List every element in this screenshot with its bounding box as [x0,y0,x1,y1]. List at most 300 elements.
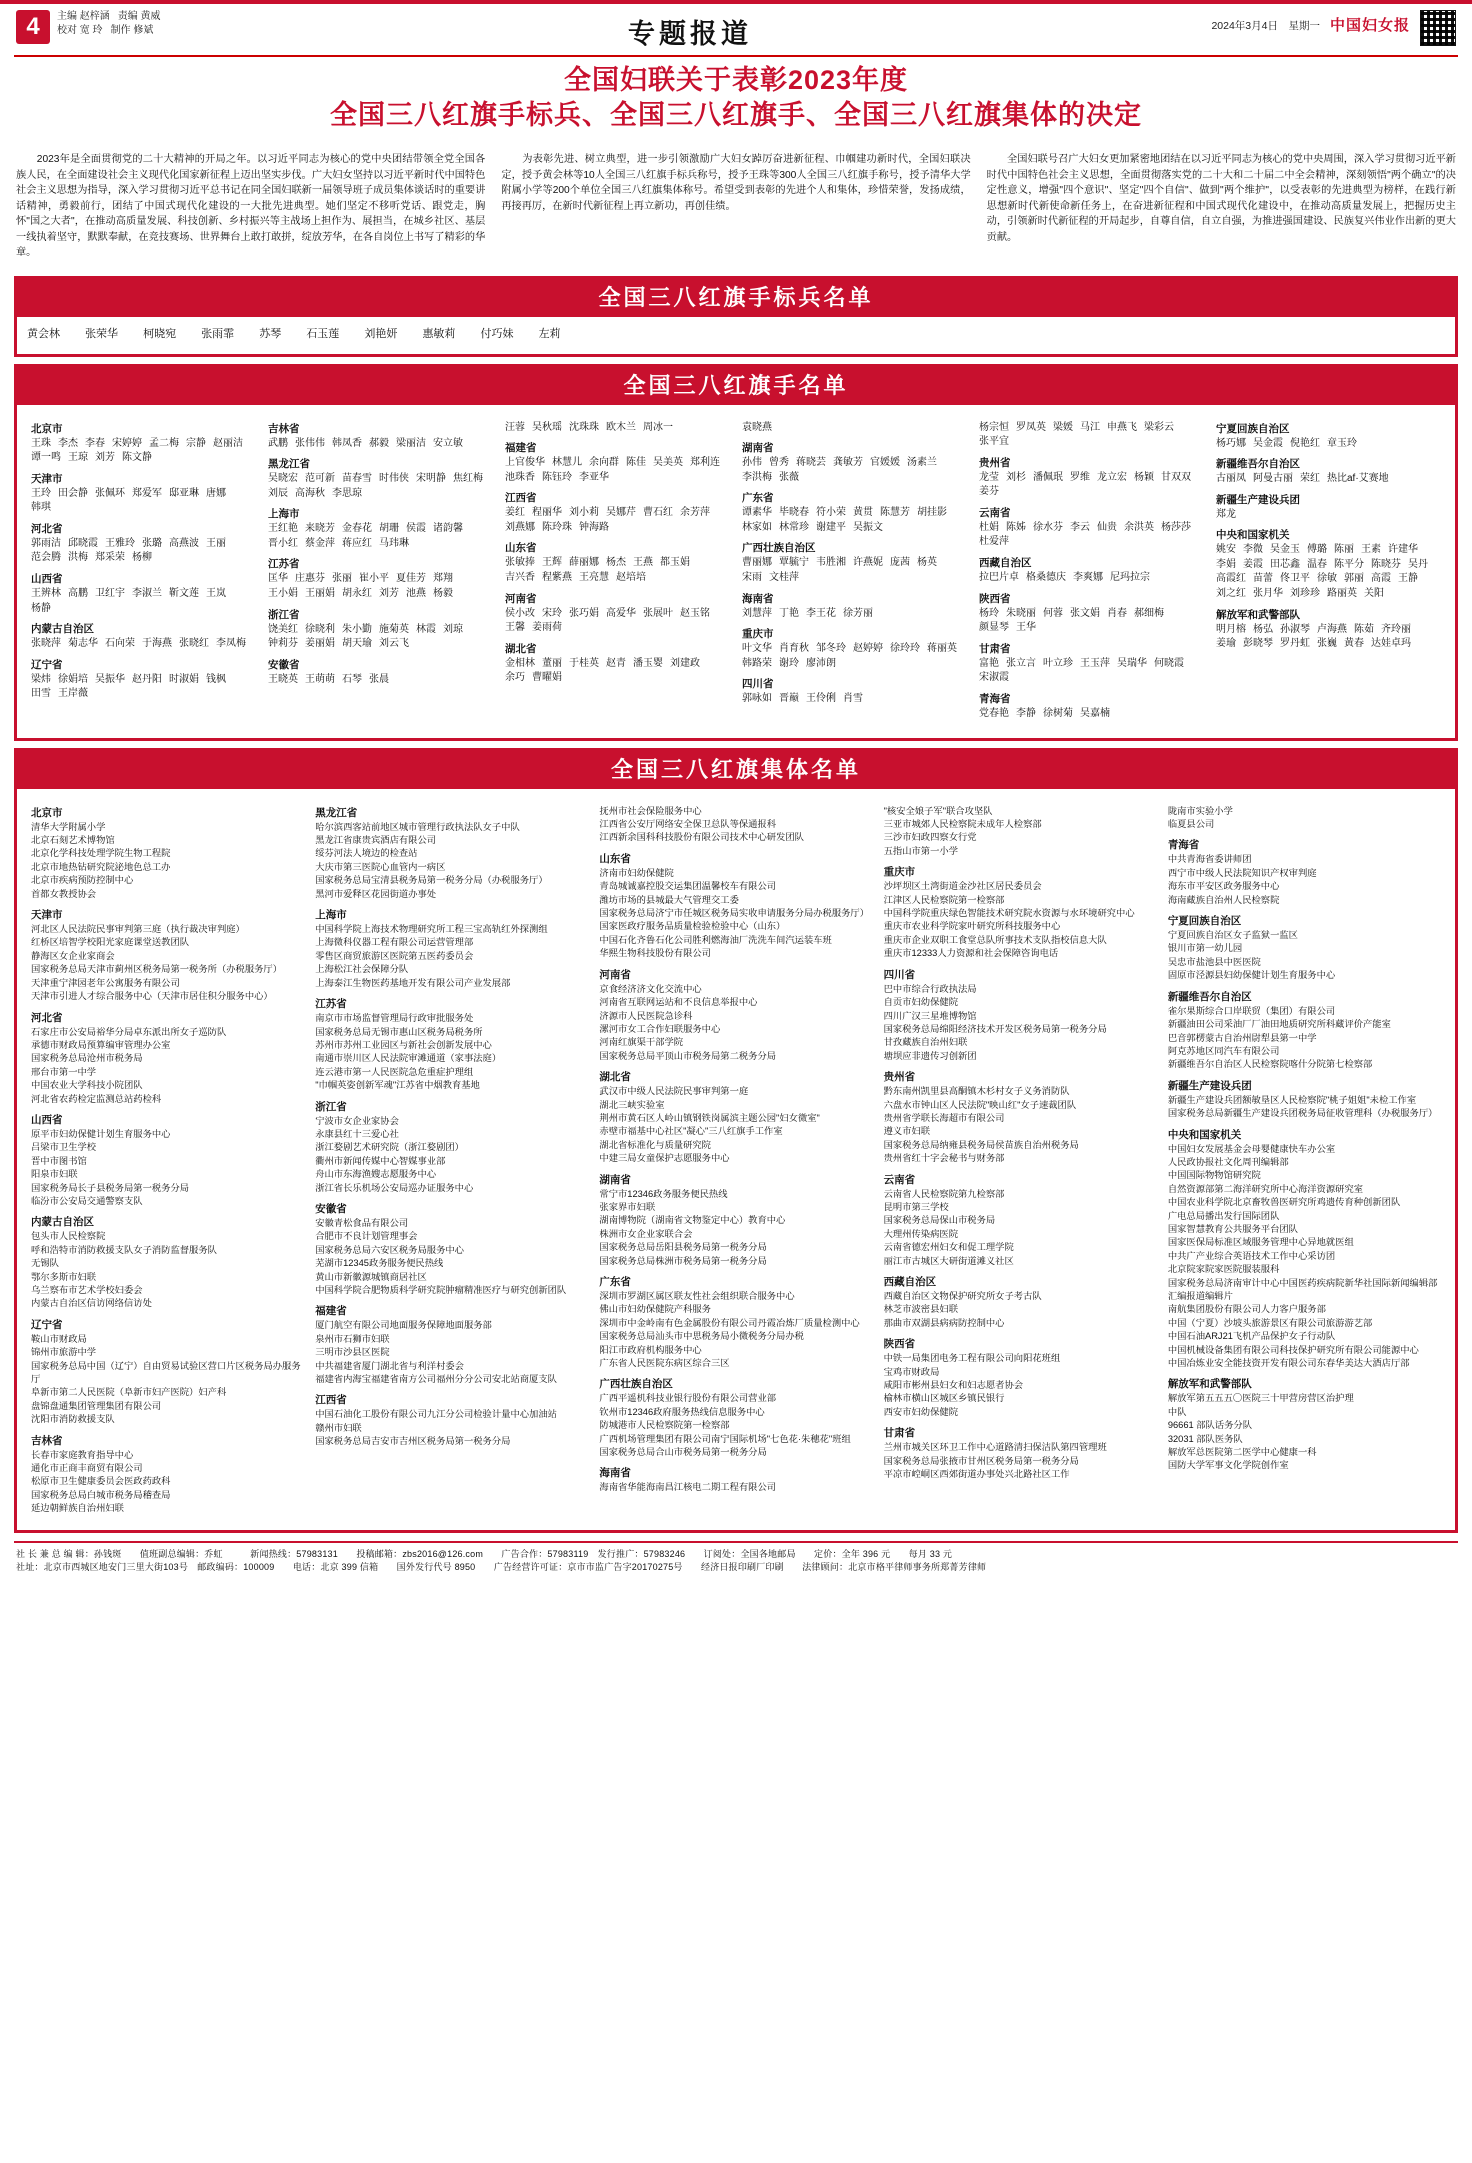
collective-item: 黄山市新徽源城镇商居社区 [315,1271,427,1282]
honoree-name: 菊志华 [68,638,98,650]
collective-item: 新疆油田公司采油厂厂油田地质研究所科藏评价产能室 [1167,1019,1391,1030]
honoree-name: 蒋丽英 [927,643,957,655]
honoree-name: 徐晓利 [305,623,335,635]
honoree-name: 汪蓉 [505,421,525,433]
collective-item: 中国机械设备集团有限公司科技保护研究所有限公司能源中心 [1167,1344,1419,1355]
collective-item: 国家税务总局岳阳县税务局第一税务分局 [599,1242,767,1253]
honoree-names [1216,508,1441,523]
province-label: 贵州省 [883,1071,916,1084]
honoree-name: 姜芬 [979,486,999,498]
honoree-name: 张薇 [779,471,799,483]
honoree-name: 拉巴片卓 [979,572,1019,584]
collective-item: 国家税务总局济南审计中心中国医药疾病院新华社国际新闻编辑部汇编报道编辑片 [1167,1277,1438,1301]
collective-item: 国家税务总局济宁市任城区税务局实收申请服务分局办税服务厅） [599,908,870,919]
honoree-name: 诸韵馨 [433,523,463,535]
honoree-name: 唐娜 [206,487,226,499]
honoree-name: 胡珊 [379,523,399,535]
honoree-name: 吴嘉楠 [1080,708,1110,720]
collective-item: 合肥市不良计划管理事会 [315,1231,418,1242]
collective-item: 济南市妇幼保健院 [599,867,674,878]
collective-item: 阿克苏地区同汽车有限公司 [1167,1045,1280,1056]
honoree-name: 王玲 [31,487,51,499]
collective-item: 平凉市崆峒区西郊街道办事处兴北路社区工作 [883,1469,1070,1480]
honoree-name: 崔小平 [359,573,389,585]
page-title [14,57,1458,143]
collective-item: 上海泰江生物医药基地开发有限公司产业发展部 [315,977,511,988]
honoree-name: 姜丽娟 [305,638,335,650]
province-label: 重庆市 [883,866,916,879]
honoree-name: 杨弘 [1253,623,1273,635]
province-label: 山东省 [505,542,537,555]
collective-item: 塘坝应非遗传习创新团 [883,1050,977,1061]
collective-item: 昆明市第三学校 [883,1201,949,1212]
footer-line-1: 社 长 兼 总 编 辑：孙钱斑 值班副总编辑：乔虹 新闻热线：57983131 投稿邮箱：zbs2016@126.com 广告合作：57983119 发行推广：57983246 订阅处：全国各地邮局 定价：全年 396 元 每月 33 元 [16,1548,953,1559]
province-label: 黑龙江省 [268,458,310,471]
honoree-name: 金春花 [342,523,372,535]
collective-item: 自贡市妇幼保健院 [883,997,958,1008]
collective-item: 云南省人民检察院第九检察部 [883,1188,1005,1199]
biaobing-name: 刘艳妍 [364,327,398,340]
honoree-name: 徐敏 [1317,573,1337,585]
honoree-name: 周冰一 [643,421,673,433]
honoree-name: 杨毅 [433,588,453,600]
province-label: 重庆市 [742,628,774,641]
honoree-name: 党春艳 [979,708,1009,720]
province-label: 天津市 [31,472,63,485]
honoree-name: 王素 [1361,544,1381,556]
honoree-name: 马玮琳 [379,537,409,549]
honoree-name: 杨杰 [606,557,626,569]
honoree-name: 石向荣 [105,638,135,650]
collective-item: 安徽青松食品有限公司 [315,1217,409,1228]
collective-item: 国防大学军事文化学院创作室 [1167,1460,1289,1471]
province-label: 云南省 [883,1173,916,1186]
honoree-name: 杜娟 [979,521,999,533]
honoree-name: 潘玉婴 [633,657,663,669]
honoree-name: 范会腾 [31,552,61,564]
honoree-name: 郑采荣 [95,552,125,564]
collective-item: 大庆市第三医院心血管内一病区 [315,861,446,872]
collective-item: 江西省公安厅网络安全保卫总队等保通报科 [599,819,777,830]
honoree-name: 马江 [1080,421,1100,433]
collective-item: 宝鸡市财政局 [883,1366,940,1377]
honoree-name: 罗维 [1070,471,1090,483]
honoree-name: 王红艳 [268,523,298,535]
honoree-name: 王燕 [633,557,653,569]
biaobing-name: 张荣华 [85,327,119,340]
collective-item: 国家税务总局保山市税务局 [883,1215,996,1226]
hongqishou-column [31,421,256,722]
collective-item: 三亚市城郊人民检察院未成年人检察部 [883,819,1042,830]
honoree-name: 刘云飞 [379,638,409,650]
honoree-name: 田芯鑫 [1270,558,1300,570]
province-label: 上海市 [268,508,300,521]
honoree-name: 谢玲 [779,657,799,669]
honoree-name: 赵青 [606,657,626,669]
honoree-name: 颜显琴 [979,622,1009,634]
collective-item: 华熙生物科技股份有限公司 [599,948,711,959]
collective-item: 中国妇女发展基金会母婴健康快车办公室 [1167,1143,1336,1154]
honoree-name: 董丽 [542,657,562,669]
collective-item: 固原市泾源县妇幼保健计划生育服务中心 [1167,970,1336,981]
honoree-name: 汤素兰 [907,457,937,469]
province-label: 江西省 [315,1394,347,1407]
honoree-name: 余洪英 [1124,521,1154,533]
collective-item: 承德市财政局预算编审管理办公室 [31,1039,171,1050]
honoree-name: 刘芳 [95,452,115,464]
honoree-name: 苗蕾 [1253,573,1273,585]
province-label: 贵州省 [979,456,1011,469]
honoree-name: 张晓红 [179,638,209,650]
honoree-name: 梁彩云 [1144,421,1174,433]
collective-item: 邢台市第一中学 [31,1066,97,1077]
collective-item: 呼和浩特市消防救援支队女子消防监督服务队 [31,1244,217,1255]
honoree-names [1216,623,1441,652]
province-label: 湖南省 [599,1173,631,1186]
honoree-name: 曹石红 [643,507,673,519]
province-label: 海南省 [742,592,774,605]
honoree-name: 晋小红 [268,537,298,549]
honoree-name: 杨柳 [132,552,152,564]
honoree-name: 叶立珍 [1043,657,1073,669]
collective-item: 西藏自治区文物保护研究所女子考古队 [883,1291,1042,1301]
honoree-name: 热比af·艾赛地 [1327,473,1389,485]
collective-item: 中共福建省厦门湖北省与利洋村委会 [315,1360,464,1371]
honoree-name: 姜瑜 [1216,638,1236,650]
collective-item: 长春市家庭教育指导中心 [31,1449,134,1460]
honoree-name: 王丽娟 [305,588,335,600]
collective-column [315,805,588,1516]
collective-item: 中国科学院合肥物质科学研究院肿瘤精准医疗与研究创新团队 [315,1285,567,1295]
province-label: 内蒙古自治区 [31,1216,94,1229]
collective-item: 漯河市女工合作妇联服务中心 [599,1023,721,1034]
honoree-names [505,556,730,585]
province-label: 山西省 [31,573,63,586]
honoree-names [268,572,493,601]
collective-item: 海东市平安区政务服务中心 [1167,881,1280,892]
collective-item: 吕梁市卫生学校 [31,1142,97,1153]
province-label: 吉林省 [268,422,300,435]
province-label: 新疆生产建设兵团 [1167,1079,1252,1092]
province-label: 广西壮族自治区 [599,1378,673,1391]
collective-item: 北京市地热钻研究院泌地色总工办 [31,861,171,872]
collective-item: 绥芬河法人境边的检查站 [315,848,418,859]
collective-item: 中国农业科学院北京畜牧兽医研究所鸡遗传育种创新团队 [1167,1197,1401,1208]
collective-item: 贵州省红十字会秘书与财务部 [883,1153,1005,1164]
collective-item: 广西平遥机科技业银行股份有限公司营业部 [599,1393,777,1404]
province-label: 西藏自治区 [883,1276,937,1288]
province-label: 四川省 [883,968,916,981]
collective-item: 无锡队 [31,1258,59,1269]
collective-item: 松原市卫生健康委员会医政药政科 [31,1476,171,1487]
honoree-names [742,692,967,707]
collective-item: 芜湖市12345政务服务便民热线 [315,1258,444,1269]
collective-item: "核安全娘子军"联合攻坚队 [883,805,993,816]
hongqishou-column [979,421,1204,722]
collective-item: 青岛城诚嘉控股交运集团温馨校车有限公司 [599,881,777,892]
collective-item: 上海微科仪器工程有限公司运营管理部 [315,937,474,948]
collective-item: 厦门航空有限公司地面服务保障地面服务部 [315,1320,492,1331]
honoree-name: 王岸薇 [58,688,88,700]
honoree-name: 廖沛朗 [806,657,836,669]
honoree-name: 吴晓宏 [268,473,298,485]
collective-item: 国家税务总局中国（辽宁）自由贸易试验区营口片区税务局办服务厅 [31,1360,301,1385]
collective-item: "巾帼英姿创新军魂"江苏省中烟教育基地 [315,1080,480,1091]
honoree-names [979,571,1204,586]
honoree-name: 李洪梅 [742,471,772,483]
honoree-name: 杨巧娜 [1216,437,1246,449]
collective-item: 张家界市妇联 [599,1201,656,1212]
credit-proofreader: 校对 宽 玲 [57,25,103,36]
hongqishou-list [14,405,1458,741]
province-label: 新疆维吾尔自治区 [1167,990,1252,1003]
province-label: 中央和国家机关 [1216,529,1290,542]
collective-item: 潍坊市场的县城最大气管理交工委 [599,894,739,905]
honoree-name: 徐芳丽 [843,607,873,619]
collective-item: 林芝市波密县妇联 [883,1304,958,1315]
honoree-name: 申燕飞 [1107,421,1137,433]
honoree-name: 仙贵 [1097,521,1117,533]
hongqishou-column [505,421,730,722]
province-label: 江苏省 [315,998,347,1011]
qr-code-icon[interactable] [1420,10,1456,46]
province-label: 山东省 [599,852,631,865]
province-label: 河北省 [31,522,63,535]
collective-item: 包头市人民检察院 [31,1231,106,1242]
collective-item: 榆林市横山区城区乡镇民银行 [883,1393,1005,1404]
collective-item: 苏州市苏州工业园区与新社会创新发展中心 [315,1039,492,1050]
province-label: 安徽省 [315,1202,347,1215]
collective-columns [27,797,1445,1520]
province-label: 上海市 [315,909,347,922]
collective-item: 南航集团股份有限公司人力客户服务部 [1167,1304,1326,1315]
honoree-name: 姜雨荷 [532,622,562,634]
honoree-name: 林家如 [742,521,772,533]
honoree-name: 甘双双 [1161,471,1191,483]
collective-item: 中共广产业综合英语技术工作中心采访团 [1167,1250,1336,1261]
province-label: 海南省 [599,1467,631,1480]
honoree-names [31,637,256,652]
collective-item: 江津区人民检察院第一检察部 [883,894,1005,905]
honoree-names [268,437,493,452]
collective-item: 三沙市妇政四察女行党 [883,832,977,843]
honoree-name: 王伶俐 [806,693,836,705]
honoree-name: 林霞 [416,623,436,635]
honoree-name: 卢海燕 [1317,623,1347,635]
collective-item: 河南省互联网运站和不良信息举报中心 [599,997,758,1008]
collective-item: 雀尔果斯综合口岸联贸（集团）有限公司 [1167,1005,1336,1016]
honoree-name: 范可新 [305,473,335,485]
honoree-name: 温春 [1307,558,1327,570]
collective-item: 石家庄市公安局裕华分局卓东派出所女子巡防队 [31,1026,227,1037]
collective-item: 株洲市女企业家联合会 [599,1228,693,1239]
collective-item: 三明市沙县区医院 [315,1347,390,1358]
collective-item: 国家税务总局合山市税务局第一税务分局 [599,1447,767,1458]
province-label: 天津市 [31,909,63,922]
masthead-left [16,10,169,44]
province-label: 内蒙古自治区 [31,623,94,636]
province-label: 广东省 [742,492,774,505]
honoree-name: 林慧儿 [552,457,582,469]
honoree-name: 许燕妮 [853,557,883,569]
collective-item: 钦州市12346政府服务热线信息服务中心 [599,1406,765,1417]
honoree-names [1216,437,1441,452]
honoree-name: 张平宜 [979,436,1009,448]
intro-article [14,143,1458,269]
collective-item: 广西机场管理集团有限公司南宁国际机场"七色花·朱穗花"班组 [599,1433,851,1444]
honoree-name: 高霞红 [1216,573,1246,585]
collective-item: 咸阳市彬州县妇女和妇志愿者协会 [883,1380,1024,1391]
honoree-name: 王萌萌 [305,673,335,685]
honoree-names [268,623,493,652]
province-label: 河北省 [31,1011,63,1024]
collective-item: 丽江市古城区大研街道滩义社区 [883,1255,1014,1266]
collective-item: 国家税务总局新疆生产建设兵团税务局征收管理科（办税服务厅） [1167,1108,1438,1119]
honoree-name: 尼玛拉宗 [1110,572,1150,584]
honoree-name: 张佩环 [95,487,125,499]
honoree-name: 宋雨 [742,572,762,584]
collective-item: 黑龙江省康贵宾酒店有限公司 [315,835,437,846]
collective-item: 甘孜藏族自治州妇联 [883,1037,968,1048]
collective-item: 乌兰察布市艺术学校妇委会 [31,1285,143,1295]
collective-item: 南通市崇川区人民法院审滩通道（家事法庭） [315,1053,502,1064]
honoree-name: 陈钰玲 [542,471,572,483]
collective-item: 遵义市妇联 [883,1126,931,1137]
honoree-name: 张文娟 [1070,607,1100,619]
honoree-name: 杨宗恒 [979,421,1009,433]
honoree-name: 张巧娟 [569,607,599,619]
honoree-names [979,707,1204,722]
hongqishou-column [742,421,967,722]
honoree-name: 胡永红 [342,588,372,600]
collective-item: 锦州市旅游中学 [31,1347,97,1358]
honoree-name: 李王花 [806,607,836,619]
honoree-name: 匡华 [268,573,288,585]
honoree-name: 黄春 [1344,638,1364,650]
collective-item: 解放军总医院第二医学中心健康一科 [1167,1447,1317,1458]
honoree-name: 李杰 [58,437,78,449]
honoree-name: 关阳 [1364,588,1384,600]
honoree-name: 黄贯 [853,507,873,519]
honoree-name: 钟海路 [579,521,609,533]
honoree-names [742,506,967,535]
honoree-name: 郭丽 [1344,573,1364,585]
page-footer [14,1541,1458,1583]
honoree-name: 陈慧芳 [880,507,910,519]
honoree-names [31,537,256,566]
honoree-name: 宋明静 [416,473,446,485]
honoree-name: 古丽凤 [1216,473,1246,485]
honoree-name: 胡天瑜 [342,638,372,650]
masthead-right [1211,10,1456,46]
collective-item: 延边朝鲜族自治州妇联 [31,1503,124,1514]
collective-item: 通化市正商丰商贸有限公司 [31,1463,143,1474]
collective-item: 国家税务总局株洲市税务局第一税务分局 [599,1255,767,1266]
collective-item: 湖南博物院（湖南省文物鉴定中心）教育中心 [599,1215,786,1226]
honoree-names [505,657,730,686]
honoree-name: 刘琼 [443,623,463,635]
honoree-name: 姜红 [505,507,525,519]
collective-item: 四川广汉三星堆博物馆 [883,1010,977,1021]
collective-item: 佛山市妇幼保健院产科服务 [599,1304,711,1315]
province-label: 西藏自治区 [979,557,1032,570]
province-label: 浙江省 [268,608,300,621]
collective-item: 国家税务总局纳雍县税务局侯苗族自治州税务局 [883,1139,1079,1150]
honoree-name: 苗春雪 [342,473,372,485]
honoree-name: 张璐 [142,537,162,549]
province-label: 甘肃省 [979,642,1011,655]
honoree-name: 彭晓琴 [1243,638,1273,650]
honoree-name: 石琴 [342,673,362,685]
collective-item: 临汾市公安局交通警察支队 [31,1195,143,1206]
collective-item: 京食经济济文化交流中心 [599,983,702,994]
collective-item: 中国科学院重庆绿色智能技术研究院水资源与水环境研究中心 [883,908,1135,919]
collective-item: 连云港市第一人民医院急危重症护理组 [315,1066,474,1077]
honoree-name: 曾秀 [769,457,789,469]
collective-item: 那曲市双湖县病病防控制中心 [883,1317,1005,1328]
honoree-name: 陈玲珠 [542,521,572,533]
honoree-names [31,487,256,516]
collective-item: 浙江省长乐机场公安局巡办证服务中心 [315,1182,474,1193]
collective-column [31,805,304,1516]
collective-item: 阳泉市妇联 [31,1169,78,1180]
collective-item: 海南藏族自治州人民检察院 [1167,894,1280,905]
collective-item: 中国石化齐鲁石化公司胜利燃海油厂洗洗车间汽运装车班 [599,934,832,945]
collective-item: 云南省德宏州妇女和促工理学院 [883,1242,1014,1253]
province-label: 解放军和武警部队 [1216,608,1300,621]
honoree-name: 杨静 [31,602,51,614]
honoree-name: 达娃卓玛 [1371,638,1411,650]
honoree-name: 刘辰 [268,487,288,499]
honoree-names [505,607,730,636]
credit-producer: 制作 修斌 [110,25,154,36]
honoree-name: 文桂萍 [769,572,799,584]
collective-item: 中共青海省委讲师团 [1167,854,1252,865]
honoree-name: 徐树菊 [1043,708,1073,720]
honoree-name: 刘建政 [670,657,700,669]
collective-item: 国家税务总局无锡市惠山区税务局税务所 [315,1026,483,1037]
paper-logo: 中国妇女报 [1329,17,1410,34]
honoree-name: 毕晓春 [779,507,809,519]
collective-item: 国家税务总局沧州市税务局 [31,1053,143,1064]
honoree-names [979,471,1204,500]
honoree-name: 罗丹虹 [1280,638,1310,650]
honoree-name: 王亮慧 [579,572,609,584]
honoree-name: 陈佳 [626,457,646,469]
honoree-name: 时淑娟 [169,673,199,685]
collective-item: 常宁市12346政务服务便民热线 [599,1188,728,1199]
honoree-names [742,421,967,436]
honoree-name: 王珠 [31,437,51,449]
honoree-name: 李凤梅 [216,638,246,650]
honoree-name: 曹曜娟 [532,672,562,684]
collective-item: 中国石油化工股份有限公司九江分公司检验计量中心加油站 [315,1409,557,1420]
province-label: 陕西省 [979,592,1011,605]
collective-item: 自然资源部第二海洋研究所中心海洋资源研究室 [1167,1183,1364,1194]
intro-column-1: 2023年是全面贯彻党的二十大精神的开局之年。以习近平同志为核心的党中央团结带领全党全国各族人民，在全面建设社会主义现代化国家新征程上迈出坚实步伐。广大妇女坚持以习近平新时代中国特色社会主义思想为指导，深入学习贯彻习近平总书记在同全国妇联新一届领导班子成员集体谈话时的重要讲话精神，勇毅前行，团结了中国式现代化建设的一大批先进典型。她们坚定不移听党话、跟党走，胸怀"国之大者"，在推动高质量发展、科技创新、乡村振兴等主战场上担作为、展担当，在城乡社区、基层一线执着坚守，默默奉献，在竞技赛场、世界舞台上敢打敢拼，绽放芳华，在各自岗位上书写了精彩的华章。 [16,154,486,258]
section-header-jiti: 全国三八红旗集体名单 [14,748,1458,789]
collective-item: 宁夏回族自治区女子监狱一监区 [1167,930,1298,941]
honoree-name: 韦胜湘 [816,557,846,569]
province-label: 山西省 [31,1113,63,1126]
honoree-name: 张月华 [1253,588,1283,600]
honoree-name: 王静 [1398,573,1418,585]
collective-item: 广东省人民医院东病区综合三区 [599,1358,730,1369]
honoree-name: 佟卫平 [1280,573,1310,585]
honoree-name: 沈珠珠 [569,421,599,433]
collective-item: 泉州市石狮市妇联 [315,1333,390,1344]
province-label: 广东省 [599,1276,631,1288]
